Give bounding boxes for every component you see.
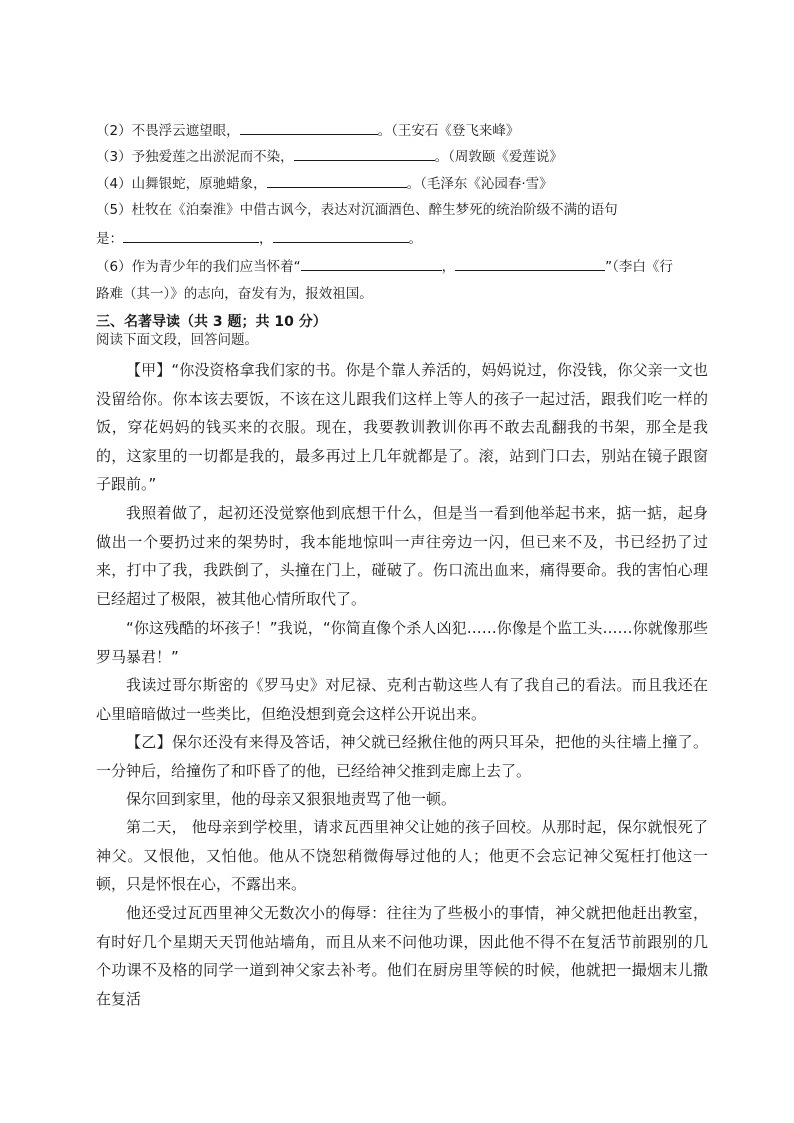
- passage-paragraph: 我照着做了，起初还没觉察他到底想干什么，但是当一看到他举起书来，掂一掂，起身做出一个要扔过来的架势时，我本能地惊叫一声往旁边一闪，但已来不及，书已经扔了过来，打中了我，我跌倒了，头撞在门上，碰破了。伤口流出血来，痛得要命。我的害怕心理已经超过了极限，被其他心情所取代了。: [96, 504, 708, 608]
- question-4: [96, 173, 553, 194]
- question-number: （2）: [96, 123, 132, 139]
- question-text: 予独爱莲之出淤泥而不染，: [131, 149, 294, 165]
- question-5: [96, 200, 618, 220]
- passage-paragraph: “你这残酷的坏孩子！”我说，“你简直像个杀人凶犯……你像是个监工头……你就像那些罗马暴君！”: [96, 619, 708, 666]
- question-source: 。（周敦颐《爱莲说》: [434, 149, 563, 165]
- question-source: ”（李白《行: [605, 259, 673, 275]
- question-end: 。: [408, 231, 422, 247]
- section-intro: 阅读下面文段，回答问题。: [96, 332, 258, 348]
- question-number: （6）: [96, 259, 132, 275]
- separator: ，: [441, 259, 456, 275]
- passage-paragraph-yi: 【乙】保尔还没有来得及答话，神父就已经揪住他的两只耳朵，把他的头往墙上撞了。一分钟后，给撞伤了和吓昏了的他，已经给神父推到走廊上去了。: [96, 733, 708, 780]
- answer-blank[interactable]: [240, 120, 378, 135]
- section-title: 三、名著导读（共 3 题；共 10 分）: [96, 314, 327, 330]
- question-text: 作为青少年的我们应当怀着“: [131, 259, 301, 275]
- question-text-continued: 路难（其一）》的志向，奋发有为，报效祖国。: [96, 286, 373, 302]
- question-number: （3）: [96, 149, 132, 165]
- question-5-answer-line: [96, 228, 422, 249]
- passage-paragraph: 第二天， 他母亲到学校里，请求瓦西里神父让她的孩子回校。从那时起，保尔就恨死了神父。又恨他，又怕他。他从不饶恕稍微侮辱过他的人；他更不会忘记神父冤枉打他这一顿，只是怀恨在心，不露出来。: [96, 818, 708, 893]
- question-source: 。（毛泽东《沁园春·雪》: [406, 176, 553, 192]
- question-6: [96, 256, 673, 277]
- answer-blank[interactable]: [273, 228, 409, 243]
- question-source: 。（王安石《登飞来峰》: [377, 123, 520, 139]
- passage-paragraph: 我读过哥尔斯密的《罗马史》对尼禄、克利古勒这些人有了我自己的看法。而且我还在心里暗暗做过一些类比，但绝没想到竟会这样公开说出来。: [96, 676, 708, 723]
- question-number: （5）: [96, 202, 132, 218]
- question-number: （4）: [96, 176, 132, 192]
- passage-paragraph-jia: 【甲】“你没资格拿我们家的书。你是个靠人养活的，妈妈说过，你没钱，你父亲一文也没留给你。你本该去要饭，不该在这儿跟我们这样上等人的孩子一起过活，跟我们吃一样的饭，穿花妈妈的钱买来的衣服。现在，我要教训教训你再不敢去乱翻我的书架，那全是我的，这家里的一切都是我的，最多再过上几年就都是了。滚，站到门口去，别站在镜子跟窗子跟前。”: [96, 361, 708, 493]
- separator: ，: [259, 231, 273, 247]
- question-6-continued: [96, 284, 373, 304]
- answer-blank[interactable]: [267, 173, 407, 188]
- answer-prefix: 是：: [96, 231, 123, 247]
- answer-blank[interactable]: [123, 228, 259, 243]
- answer-blank[interactable]: [301, 256, 442, 271]
- question-text: 不畏浮云遮望眼，: [131, 123, 240, 139]
- answer-blank[interactable]: [294, 146, 435, 161]
- question-2: [96, 120, 519, 141]
- answer-blank[interactable]: [455, 256, 605, 271]
- passage-paragraph: 他还受过瓦西里神父无数次小的侮辱：往往为了些极小的事情，神父就把他赶出教室，有时好几个星期天天罚他站墙角，而且从来不问他功课，因此他不得不在复活节前跟别的几个功课不及格的同学一道到神父家去补考。他们在厨房里等候的时候，他就把一撮烟末儿撒在复活: [96, 904, 708, 1008]
- question-3: [96, 146, 563, 167]
- question-text: 山舞银蛇，原驰蜡象，: [131, 176, 267, 192]
- passage-paragraph: 保尔回到家里，他的母亲又狠狠地责骂了他一顿。: [126, 790, 457, 808]
- question-text: 杜牧在《泊秦淮》中借古讽今，表达对沉湎酒色、醉生梦死的统治阶级不满的语句: [131, 202, 618, 218]
